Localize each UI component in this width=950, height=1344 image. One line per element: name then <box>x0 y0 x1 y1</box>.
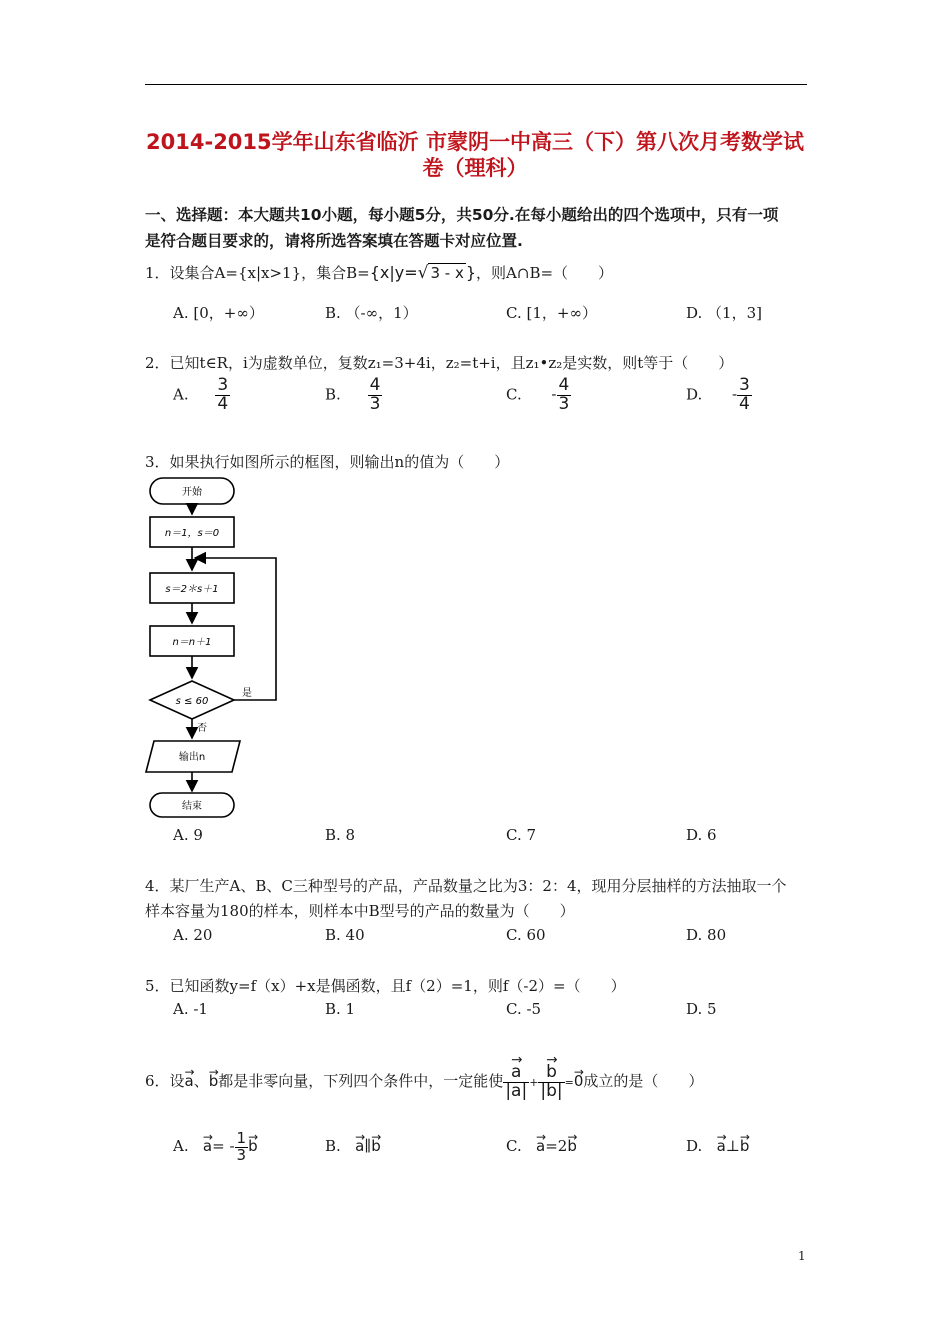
q2-option-c-fraction <box>557 377 572 414</box>
q6-option-b-op: ∥ <box>364 1137 372 1155</box>
question-4-line-2: 样本容量为180的样本，则样本中B型号的产品的数量为（ ） <box>145 902 575 920</box>
sqrt-icon: √ <box>417 263 429 283</box>
q6-fraction-b <box>538 1061 564 1101</box>
q6-frac-b-num: → b <box>546 1064 557 1082</box>
q6-sep: 、 <box>193 1072 209 1090</box>
q6-option-a-rhs: → b <box>248 1127 258 1165</box>
q3-option-a: A. 9 <box>173 826 203 844</box>
question-5: 5．已知函数y=f（x）+x是偶函数，且f（2）=1，则f（-2）=（ ） <box>145 977 626 995</box>
q3-option-b: B. 8 <box>325 826 356 844</box>
q6-option-c-lhs: → a <box>536 1127 545 1165</box>
q2-option-d-den: 4 <box>739 393 750 414</box>
q4-option-b: B. 40 <box>325 926 365 944</box>
q6-option-a-fraction <box>235 1128 249 1164</box>
q6-option-c-op: =2 <box>545 1137 568 1155</box>
header-rule <box>145 84 807 85</box>
q6-option-a-lhs: → a <box>203 1127 212 1165</box>
q1-option-b: B. （-∞，1） <box>325 304 418 322</box>
flowchart <box>140 472 300 822</box>
q2-option-a-fraction <box>215 377 230 414</box>
section-heading-line-1: 一、选择题：本大题共10小题，每小题5分，共50分.在每小题给出的四个选项中，只有一项 <box>145 206 779 224</box>
q4-option-c: C. 60 <box>506 926 546 944</box>
q6-option-a-den: 3 <box>236 1145 247 1164</box>
question-1 <box>145 262 613 283</box>
q2-option-a-den: 4 <box>217 393 229 414</box>
flow-condition-label: s ≤ 60 <box>175 696 209 707</box>
q6-option-b-label: B. <box>325 1137 341 1155</box>
question-4-line-1: 4．某厂生产A、B、C三种型号的产品，产品数量之比为3：2：4，现用分层抽样的方法抽取一个 <box>145 877 787 895</box>
q2-option-c <box>506 377 571 414</box>
q6-option-a-label: A. <box>173 1137 189 1155</box>
q6-option-d-lhs: → a <box>717 1127 726 1165</box>
flow-loop-arrow <box>195 558 276 700</box>
q3-option-c: C. 7 <box>506 826 537 844</box>
flow-step1-label: s＝2＊s＋1 <box>165 584 219 595</box>
q2-option-d-label: D. <box>686 385 703 404</box>
question-2: 2．已知t∈R，i为虚数单位，复数z₁=3+4i，z₂=t+i，且z₁•z₂是实数，则t等于（ ） <box>145 354 734 372</box>
q1-set-b-open: {x|y= <box>369 263 418 282</box>
q6-fraction-a <box>503 1061 529 1101</box>
q2-option-d-fraction <box>737 377 752 414</box>
q6-suffix: 成立的是（ ） <box>583 1072 704 1090</box>
q1-option-c: C. [1，+∞） <box>506 304 597 322</box>
q2-option-b-num: 4 <box>369 375 381 395</box>
title-line-2: 卷（理科） <box>422 156 528 180</box>
q6-option-c <box>506 1127 577 1165</box>
page-number: 1 <box>798 1249 806 1263</box>
q6-plus: + <box>529 1076 539 1089</box>
q6-option-a <box>173 1127 258 1165</box>
q5-option-b: B. 1 <box>325 1000 356 1018</box>
q2-option-d-sign: - <box>731 385 738 404</box>
flow-output-label: 输出n <box>178 752 206 763</box>
question-6 <box>145 1060 703 1104</box>
q2-option-b-den: 3 <box>369 393 381 414</box>
flow-step2-label: n＝n＋1 <box>172 637 212 648</box>
q4-option-a: A. 20 <box>173 926 213 944</box>
q2-option-c-num: 4 <box>558 375 570 395</box>
q5-option-d: D. 5 <box>686 1000 717 1018</box>
section-heading-line-2: 是符合题目要求的，请将所选答案填在答题卡对应位置. <box>145 232 523 250</box>
q6-prefix: 6．设 <box>145 1072 185 1090</box>
flow-init-label: n＝1，s＝0 <box>164 528 220 539</box>
question-3: 3．如果执行如图所示的框图，则输出n的值为（ ） <box>145 453 510 471</box>
flow-yes-label: 是 <box>242 688 252 699</box>
q4-option-d: D. 80 <box>686 926 727 944</box>
q6-option-d <box>686 1127 749 1165</box>
q6-mid: 都是非零向量，下列四个条件中，一定能使 <box>218 1072 504 1090</box>
q6-vector-b: → b <box>209 1060 219 1102</box>
q1-prefix: 1．设集合A={x|x>1}，集合B= <box>145 264 370 282</box>
q6-option-a-num: 1 <box>236 1128 247 1147</box>
q2-option-d <box>686 377 752 414</box>
q2-option-d-num: 3 <box>739 375 750 395</box>
q6-frac-a-den: |a| <box>505 1080 528 1101</box>
q2-option-b-fraction <box>368 377 383 414</box>
q6-option-b <box>325 1127 381 1165</box>
q1-option-a: A. [0，+∞） <box>173 304 264 322</box>
q2-option-a <box>173 377 230 414</box>
q6-option-c-rhs: → b <box>567 1127 577 1165</box>
q6-option-c-label: C. <box>506 1137 522 1155</box>
q6-zero-vector: → 0 <box>574 1060 584 1102</box>
q2-option-a-label: A. <box>173 385 189 404</box>
q6-option-d-rhs: → b <box>740 1127 750 1165</box>
q1-set-b-close: } <box>465 263 477 282</box>
q6-frac-b-den: |b| <box>540 1080 563 1101</box>
q6-frac-a-num: → a <box>511 1064 521 1082</box>
flow-end-label: 结束 <box>182 801 202 812</box>
q1-root: 3 - x <box>430 264 464 282</box>
q6-option-a-eq: = - <box>212 1137 235 1155</box>
q1-option-d: D. （1，3] <box>686 304 762 322</box>
q3-option-d: D. 6 <box>686 826 717 844</box>
q5-option-c: C. -5 <box>506 1000 542 1018</box>
q6-eq: = <box>564 1076 574 1089</box>
flow-no-label: 否 <box>197 723 207 734</box>
q6-option-b-lhs: → a <box>355 1127 364 1165</box>
q6-option-d-op: ⊥ <box>725 1137 740 1155</box>
q6-vector-a: → a <box>185 1060 194 1102</box>
q2-option-b-label: B. <box>325 385 341 404</box>
q1-suffix: ，则A∩B=（ ） <box>476 264 614 282</box>
q5-option-a: A. -1 <box>173 1000 208 1018</box>
q2-option-a-num: 3 <box>217 375 229 395</box>
flow-start-label: 开始 <box>182 487 202 498</box>
q6-option-b-rhs: → b <box>371 1127 381 1165</box>
q2-option-c-den: 3 <box>558 393 570 414</box>
title-line-1: 2014-2015学年山东省临沂 市蒙阴一中高三（下）第八次月考数学试 <box>146 130 804 154</box>
q6-option-d-label: D. <box>686 1137 703 1155</box>
q2-option-c-sign: - <box>551 385 557 404</box>
q2-option-c-label: C. <box>506 385 522 404</box>
q2-option-b <box>325 377 382 414</box>
